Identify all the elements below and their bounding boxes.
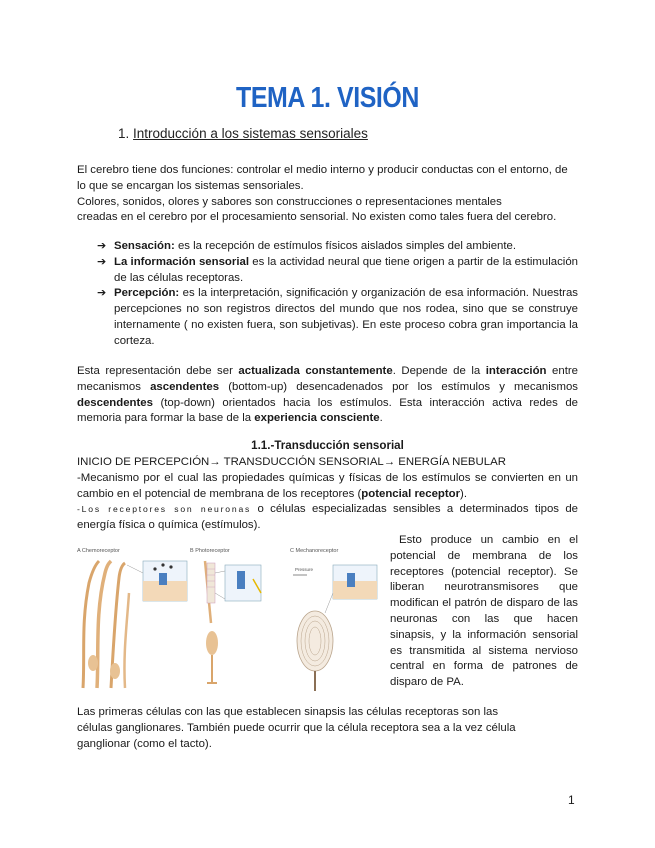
text-run: . Depende de la [392, 365, 486, 377]
figure-label-a: A Chemoreceptor [77, 548, 120, 554]
arrow-icon: ➔ [97, 287, 107, 300]
text-run: ). [460, 487, 468, 500]
list-item [97, 239, 578, 255]
arrow-icon: ➔ [97, 240, 107, 252]
transduction-chain: INICIO DE PERCEPCIÓN→ TRANSDUCCIÓN SENSORIAL→ ENERGÍA NEBULAR [77, 456, 506, 468]
text-run: entre mecanismos [77, 365, 578, 393]
closing-line-1: Las primeras células con las que establecen sinapsis las células receptoras son las [77, 706, 499, 718]
transduction-block [77, 455, 578, 534]
bullet-term: Sensación: [114, 240, 175, 252]
bold-run: experiencia consciente [254, 412, 380, 425]
definitions-list [97, 239, 578, 350]
page-title: TEMA 1. VISIÓN [236, 82, 419, 114]
right-column-text [390, 533, 578, 691]
mechanism-text [77, 471, 578, 503]
bullet-term: La información sensorial [114, 255, 249, 268]
text-run: . [379, 412, 383, 425]
bullet-text: es la recepción de estímulos físicos aislados simples del ambiente. [174, 240, 517, 252]
bullet-text: es la actividad neural que tiene origen a partir de la estimulación de las células receptoras. [114, 255, 578, 284]
text-run: -Mecanismo por el cual las propiedades químicas y físicas de los estímulos se convierten en un cambio en el potencial de membrana de los receptores ( [77, 471, 578, 500]
closing-paragraph [77, 705, 578, 752]
subtitle-number: 1. [118, 126, 130, 141]
intro-line-1: El cerebro tiene dos funciones: controlar el medio interno y producir conductas con el entorno, de lo que se encargan los sistemas sensoriales. [77, 164, 568, 192]
bullet-text: es la interpretación, significación y organización de esa información. Nuestras percepciones no son registros directos del mundo que nos rodea, sino que se construye internamente ( no existen fuera, son subjetivas). En este proceso cobra gran importancia la corteza. [114, 287, 578, 347]
figure-label-b: B Photoreceptor [190, 548, 230, 554]
bold-run: descendentes [77, 396, 153, 409]
representation-paragraph [77, 364, 578, 427]
figure-label-c: C Mechanoreceptor [290, 548, 339, 554]
text-run: o células especializadas sensibles a determinados tipos de energía física o química (estímulos). [77, 503, 578, 532]
subtitle-text: Introducción a los sistemas sensoriales [133, 126, 368, 141]
section-heading: 1.1.-Transducción sensorial [251, 439, 404, 452]
page-number: 1 [568, 793, 575, 807]
closing-line-2: células ganglionares. También puede ocurrir que la célula receptora sea a la vez célula [77, 721, 516, 734]
closing-line-3: ganglionar (como el tacto). [77, 737, 212, 750]
small-text-run: -Los receptores son neuronas [77, 504, 252, 515]
list-item [97, 286, 578, 349]
figure-note: Pressure [295, 567, 314, 572]
intro-paragraph [77, 163, 578, 226]
text-run: (bottom-up) desencadenados por los estímulos y mecanismos [219, 380, 578, 393]
list-item [97, 255, 578, 287]
receptor-types-figure [75, 543, 385, 693]
intro-line-3: creadas en el cerebro por el procesamiento sensorial. No existen como tales fuera del cerebro. [77, 211, 557, 224]
text-run: Esta representación debe ser [77, 365, 239, 377]
text-run: Esto produce un cambio en el potencial de membrana de los receptores (potencial receptor). Se liberan neurotransmisores que modifican el patrón de disparo de las neuronas con las que hacen sinapsis, y la información sensorial es transmitida al sistema nervioso central en forma de patrones de disparo de PA. [390, 534, 578, 689]
bold-run: potencial receptor [361, 487, 461, 500]
bullet-term: Percepción: [114, 287, 180, 300]
receptors-text [77, 502, 578, 534]
text-run: (top-down) orientados hacia los estímulos. Esta interacción activa redes de memoria para formar la base de la [77, 396, 578, 425]
arrow-icon: ➔ [97, 255, 107, 268]
section-subtitle [118, 126, 368, 141]
intro-line-2: Colores, sonidos, olores y sabores son construcciones o representaciones mentales [77, 195, 502, 208]
bold-run: interacción [485, 365, 547, 377]
bold-run: actualizada constantemente [238, 365, 393, 377]
bold-run: ascendentes [150, 380, 220, 393]
